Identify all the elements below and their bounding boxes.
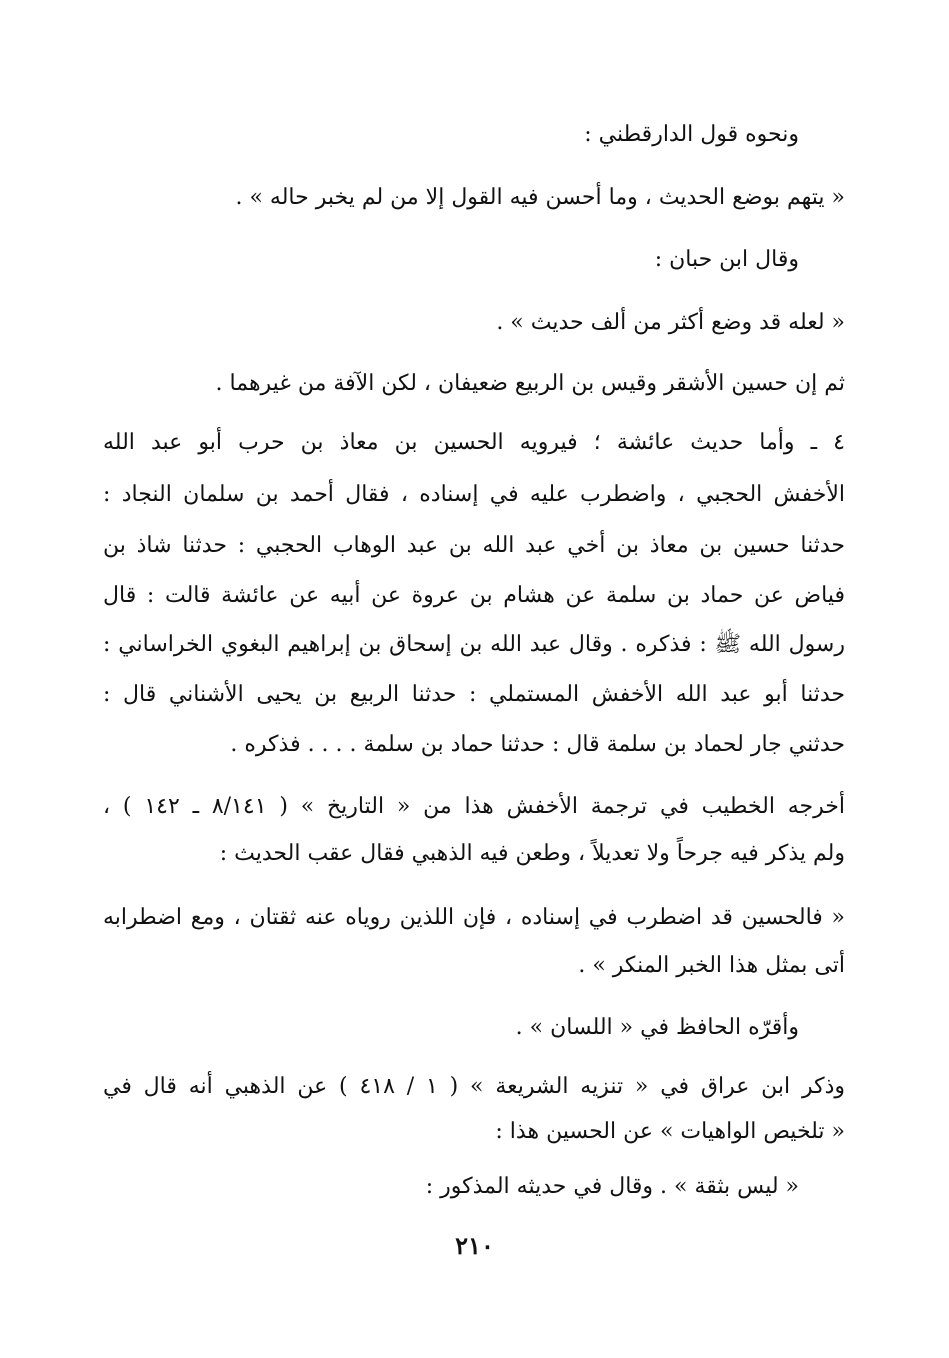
paragraph-line: أخرجه الخطيب في ترجمة الأخفش هذا من « التاريخ » ( ٨/١٤١ ـ ١٤٢ ) ، bbox=[103, 794, 846, 819]
page-number: ٢١٠ bbox=[455, 1231, 494, 1260]
paragraph-line: حدثني جار لحماد بن سلمة قال : حدثنا حماد بن سلمة . . . . فذكره . bbox=[230, 732, 845, 757]
paragraph-line: فياض عن حماد بن سلمة عن هشام بن عروة عن أبيه عن عائشة قالت : قال bbox=[103, 583, 845, 608]
quote-line: « لعله قد وضع أكثر من ألف حديث » . bbox=[496, 310, 845, 335]
paragraph-line: ٤ ـ وأما حديث عائشة ؛ فيرويه الحسين بن معاذ بن حرب أبو عبد الله bbox=[103, 430, 845, 455]
paragraph-line: وذكر ابن عراق في « تنزيه الشريعة » ( ١ / ٤١٨ ) عن الذهبي أنه قال في bbox=[103, 1074, 846, 1099]
text-line: وأقرّه الحافظ في « اللسان » . bbox=[515, 1015, 799, 1040]
quote-line: « فالحسين قد اضطرب في إسناده ، فإن اللذين روياه عنه ثقتان ، ومع اضطرابه bbox=[103, 905, 845, 930]
paragraph-line: « تلخيص الواهيات » عن الحسين هذا : bbox=[495, 1119, 845, 1144]
paragraph-line: الأخفش الحجبي ، واضطرب عليه في إسناده ، فقال أحمد بن سلمان النجاد : bbox=[103, 482, 845, 507]
quote-line: « يتهم بوضع الحديث ، وما أحسن فيه القول إلا من لم يخبر حاله » . bbox=[235, 185, 845, 210]
text-line: وقال ابن حبان : bbox=[654, 247, 799, 272]
paragraph-line: ولم يذكر فيه جرحاً ولا تعديلاً ، وطعن فيه الذهبي فقال عقب الحديث : bbox=[219, 841, 845, 866]
quote-line: « ليس بثقة » . وقال في حديثه المذكور : bbox=[425, 1174, 799, 1199]
paragraph-line: حدثنا أبو عبد الله الأخفش المستملي : حدثنا الربيع بن يحيى الأشناني قال : bbox=[103, 682, 845, 707]
quote-line: أتى بمثل هذا الخبر المنكر » . bbox=[578, 953, 845, 978]
paragraph-line: رسول الله ﷺ : فذكره . وقال عبد الله بن إسحاق بن إبراهيم البغوي الخراساني : bbox=[103, 632, 845, 657]
paragraph-line: حدثنا حسين بن معاذ بن أخي عبد الله بن عبد الوهاب الحجبي : حدثنا شاذ بن bbox=[103, 533, 845, 558]
text-line: ثم إن حسين الأشقر وقيس بن الربيع ضعيفان ، لكن الآفة من غيرهما . bbox=[215, 371, 845, 396]
text-line: ونحوه قول الدارقطني : bbox=[584, 122, 799, 147]
